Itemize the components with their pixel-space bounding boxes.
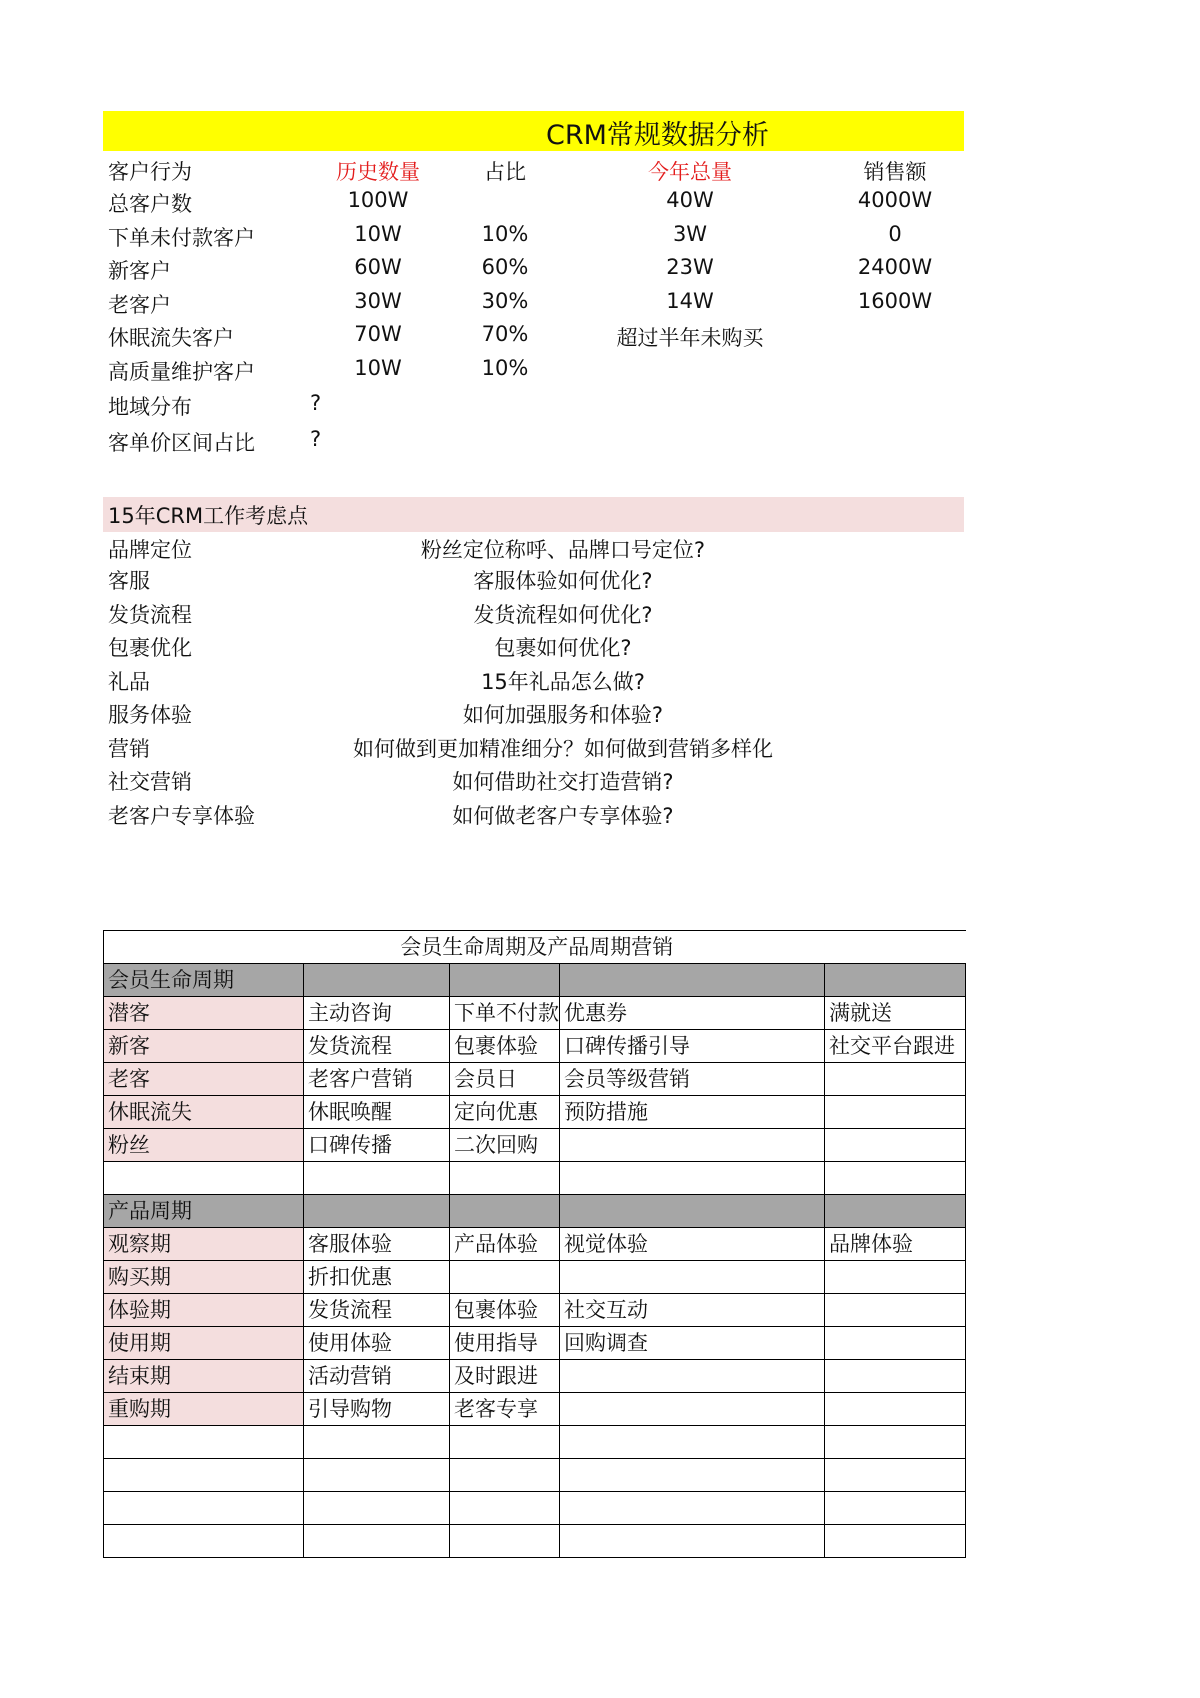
row-label: 总客户数 [108, 192, 192, 216]
year-total-value: 14W [666, 289, 714, 313]
stage-label: 结束期 [104, 1360, 304, 1393]
item-question: 客服体验如何优化? [473, 569, 653, 593]
table-cell: 产品体验 [450, 1228, 560, 1261]
row-label: 老客户 [108, 293, 171, 317]
table-row [104, 1492, 966, 1525]
table-cell: 客服体验 [304, 1228, 450, 1261]
table-cell: 发货流程 [304, 1030, 450, 1063]
item-question: 15年礼品怎么做? [481, 670, 645, 694]
stage-label: 粉丝 [104, 1129, 304, 1162]
header-customer-behavior: 客户行为 [108, 160, 192, 184]
table-row [104, 1327, 966, 1360]
row-label: 新客户 [108, 259, 171, 283]
table-cell [560, 1261, 825, 1294]
year-total-value: 3W [672, 222, 708, 246]
row-label: 休眠流失客户 [108, 326, 234, 350]
history-value: 100W [347, 188, 409, 212]
table-cell [825, 1063, 966, 1096]
table-cell [450, 1261, 560, 1294]
table-cell [825, 1096, 966, 1129]
item-label: 客服 [108, 569, 150, 593]
region-distribution-value: ? [310, 391, 322, 415]
header-year-total: 今年总量 [648, 160, 732, 184]
product-cycle-header: 产品周期 [104, 1195, 304, 1228]
table-title-row [104, 931, 966, 964]
history-value: 10W [354, 356, 402, 380]
history-value: 70W [354, 322, 402, 346]
table-cell [825, 1360, 966, 1393]
stage-label: 使用期 [104, 1327, 304, 1360]
history-value: 30W [354, 289, 402, 313]
table-cell: 满就送 [825, 997, 966, 1030]
stage-label: 新客 [104, 1030, 304, 1063]
table-row [104, 1294, 966, 1327]
table-cell: 定向优惠 [450, 1096, 560, 1129]
table-cell [825, 1129, 966, 1162]
table-cell: 优惠券 [560, 997, 825, 1030]
table-cell: 及时跟进 [450, 1360, 560, 1393]
table-cell [560, 1129, 825, 1162]
item-question: 如何加强服务和体验? [462, 703, 664, 727]
ratio-value: 70% [481, 322, 529, 346]
table-cell [825, 1261, 966, 1294]
title-bar [103, 111, 964, 151]
sales-value: 4000W [857, 188, 933, 212]
item-label: 营销 [108, 737, 150, 761]
ratio-value: 10% [481, 222, 529, 246]
table-row [104, 1393, 966, 1426]
table-cell: 活动营销 [304, 1360, 450, 1393]
table-row [104, 1525, 966, 1558]
sales-value: 2400W [857, 255, 933, 279]
table-cell: 主动咨询 [304, 997, 450, 1030]
item-question: 粉丝定位称呼、品牌口号定位? [420, 538, 706, 562]
table-cell [825, 1294, 966, 1327]
table-cell: 社交互动 [560, 1294, 825, 1327]
table-cell: 引导购物 [304, 1393, 450, 1426]
item-label: 老客户专享体验 [108, 804, 255, 828]
item-question: 如何借助社交打造营销? [452, 770, 674, 794]
item-label: 社交营销 [108, 770, 192, 794]
table-cell: 二次回购 [450, 1129, 560, 1162]
header-sales: 销售额 [863, 160, 927, 184]
stage-label: 体验期 [104, 1294, 304, 1327]
row-label: 高质量维护客户 [108, 360, 255, 384]
page-title: CRM常规数据分析 [546, 120, 769, 151]
table-cell [560, 1393, 825, 1426]
row-label: 下单未付款客户 [108, 226, 255, 250]
item-label: 发货流程 [108, 603, 192, 627]
table-cell [560, 1360, 825, 1393]
table-cell: 会员日 [450, 1063, 560, 1096]
table-cell [825, 1393, 966, 1426]
table-cell: 发货流程 [304, 1294, 450, 1327]
stage-label: 老客 [104, 1063, 304, 1096]
table-row [104, 1261, 966, 1294]
price-range-label: 客单价区间占比 [108, 431, 255, 455]
stage-label: 购买期 [104, 1261, 304, 1294]
table-row [104, 1426, 966, 1459]
table-section-header [104, 1195, 966, 1228]
table-row [104, 1228, 966, 1261]
member-lifecycle-header: 会员生命周期 [104, 964, 304, 997]
history-value: 60W [354, 255, 402, 279]
year-total-value: 40W [666, 188, 714, 212]
item-label: 礼品 [108, 670, 150, 694]
lifecycle-table [103, 930, 966, 1558]
table-cell: 下单不付款 [450, 997, 560, 1030]
lifecycle-title: 会员生命周期及产品周期营销 [104, 931, 966, 964]
table-row [104, 1129, 966, 1162]
table-section-header [104, 964, 966, 997]
table-row [104, 997, 966, 1030]
table-cell: 折扣优惠 [304, 1261, 450, 1294]
history-value: 10W [354, 222, 402, 246]
header-history-count: 历史数量 [336, 160, 420, 184]
price-range-value: ? [310, 427, 322, 451]
ratio-value: 10% [481, 356, 529, 380]
work-points-header: 15年CRM工作考虑点 [108, 504, 309, 528]
stage-label: 潜客 [104, 997, 304, 1030]
year-total-value: 23W [666, 255, 714, 279]
table-cell: 会员等级营销 [560, 1063, 825, 1096]
stage-label: 重购期 [104, 1393, 304, 1426]
item-question: 如何做老客户专享体验? [452, 804, 674, 828]
sales-value: 0 [888, 222, 902, 246]
item-question: 如何做到更加精准细分？如何做到营销多样化 [353, 737, 773, 761]
table-row [104, 1030, 966, 1063]
year-total-value: 超过半年未购买 [616, 326, 764, 350]
item-label: 服务体验 [108, 703, 192, 727]
item-question: 发货流程如何优化? [473, 603, 653, 627]
table-cell: 社交平台跟进 [825, 1030, 966, 1063]
table-cell: 老客户营销 [304, 1063, 450, 1096]
table-row [104, 1063, 966, 1096]
stage-label: 观察期 [104, 1228, 304, 1261]
item-question: 包裹如何优化? [494, 636, 632, 660]
header-ratio: 占比 [484, 160, 526, 184]
table-cell: 视觉体验 [560, 1228, 825, 1261]
table-row [104, 1162, 966, 1195]
table-cell: 包裹体验 [450, 1030, 560, 1063]
table-row [104, 1096, 966, 1129]
table-cell: 品牌体验 [825, 1228, 966, 1261]
table-cell: 预防措施 [560, 1096, 825, 1129]
item-label: 品牌定位 [108, 538, 192, 562]
table-cell: 包裹体验 [450, 1294, 560, 1327]
table-cell: 休眠唤醒 [304, 1096, 450, 1129]
table-cell: 老客专享 [450, 1393, 560, 1426]
ratio-value: 60% [481, 255, 529, 279]
table-cell: 回购调查 [560, 1327, 825, 1360]
table-cell: 使用指导 [450, 1327, 560, 1360]
item-label: 包裹优化 [108, 636, 192, 660]
ratio-value: 30% [481, 289, 529, 313]
stage-label: 休眠流失 [104, 1096, 304, 1129]
table-cell: 口碑传播 [304, 1129, 450, 1162]
sales-value: 1600W [857, 289, 933, 313]
table-cell: 使用体验 [304, 1327, 450, 1360]
table-row [104, 1459, 966, 1492]
table-row [104, 1360, 966, 1393]
table-cell: 口碑传播引导 [560, 1030, 825, 1063]
region-distribution-label: 地域分布 [108, 395, 192, 419]
table-cell [825, 1327, 966, 1360]
